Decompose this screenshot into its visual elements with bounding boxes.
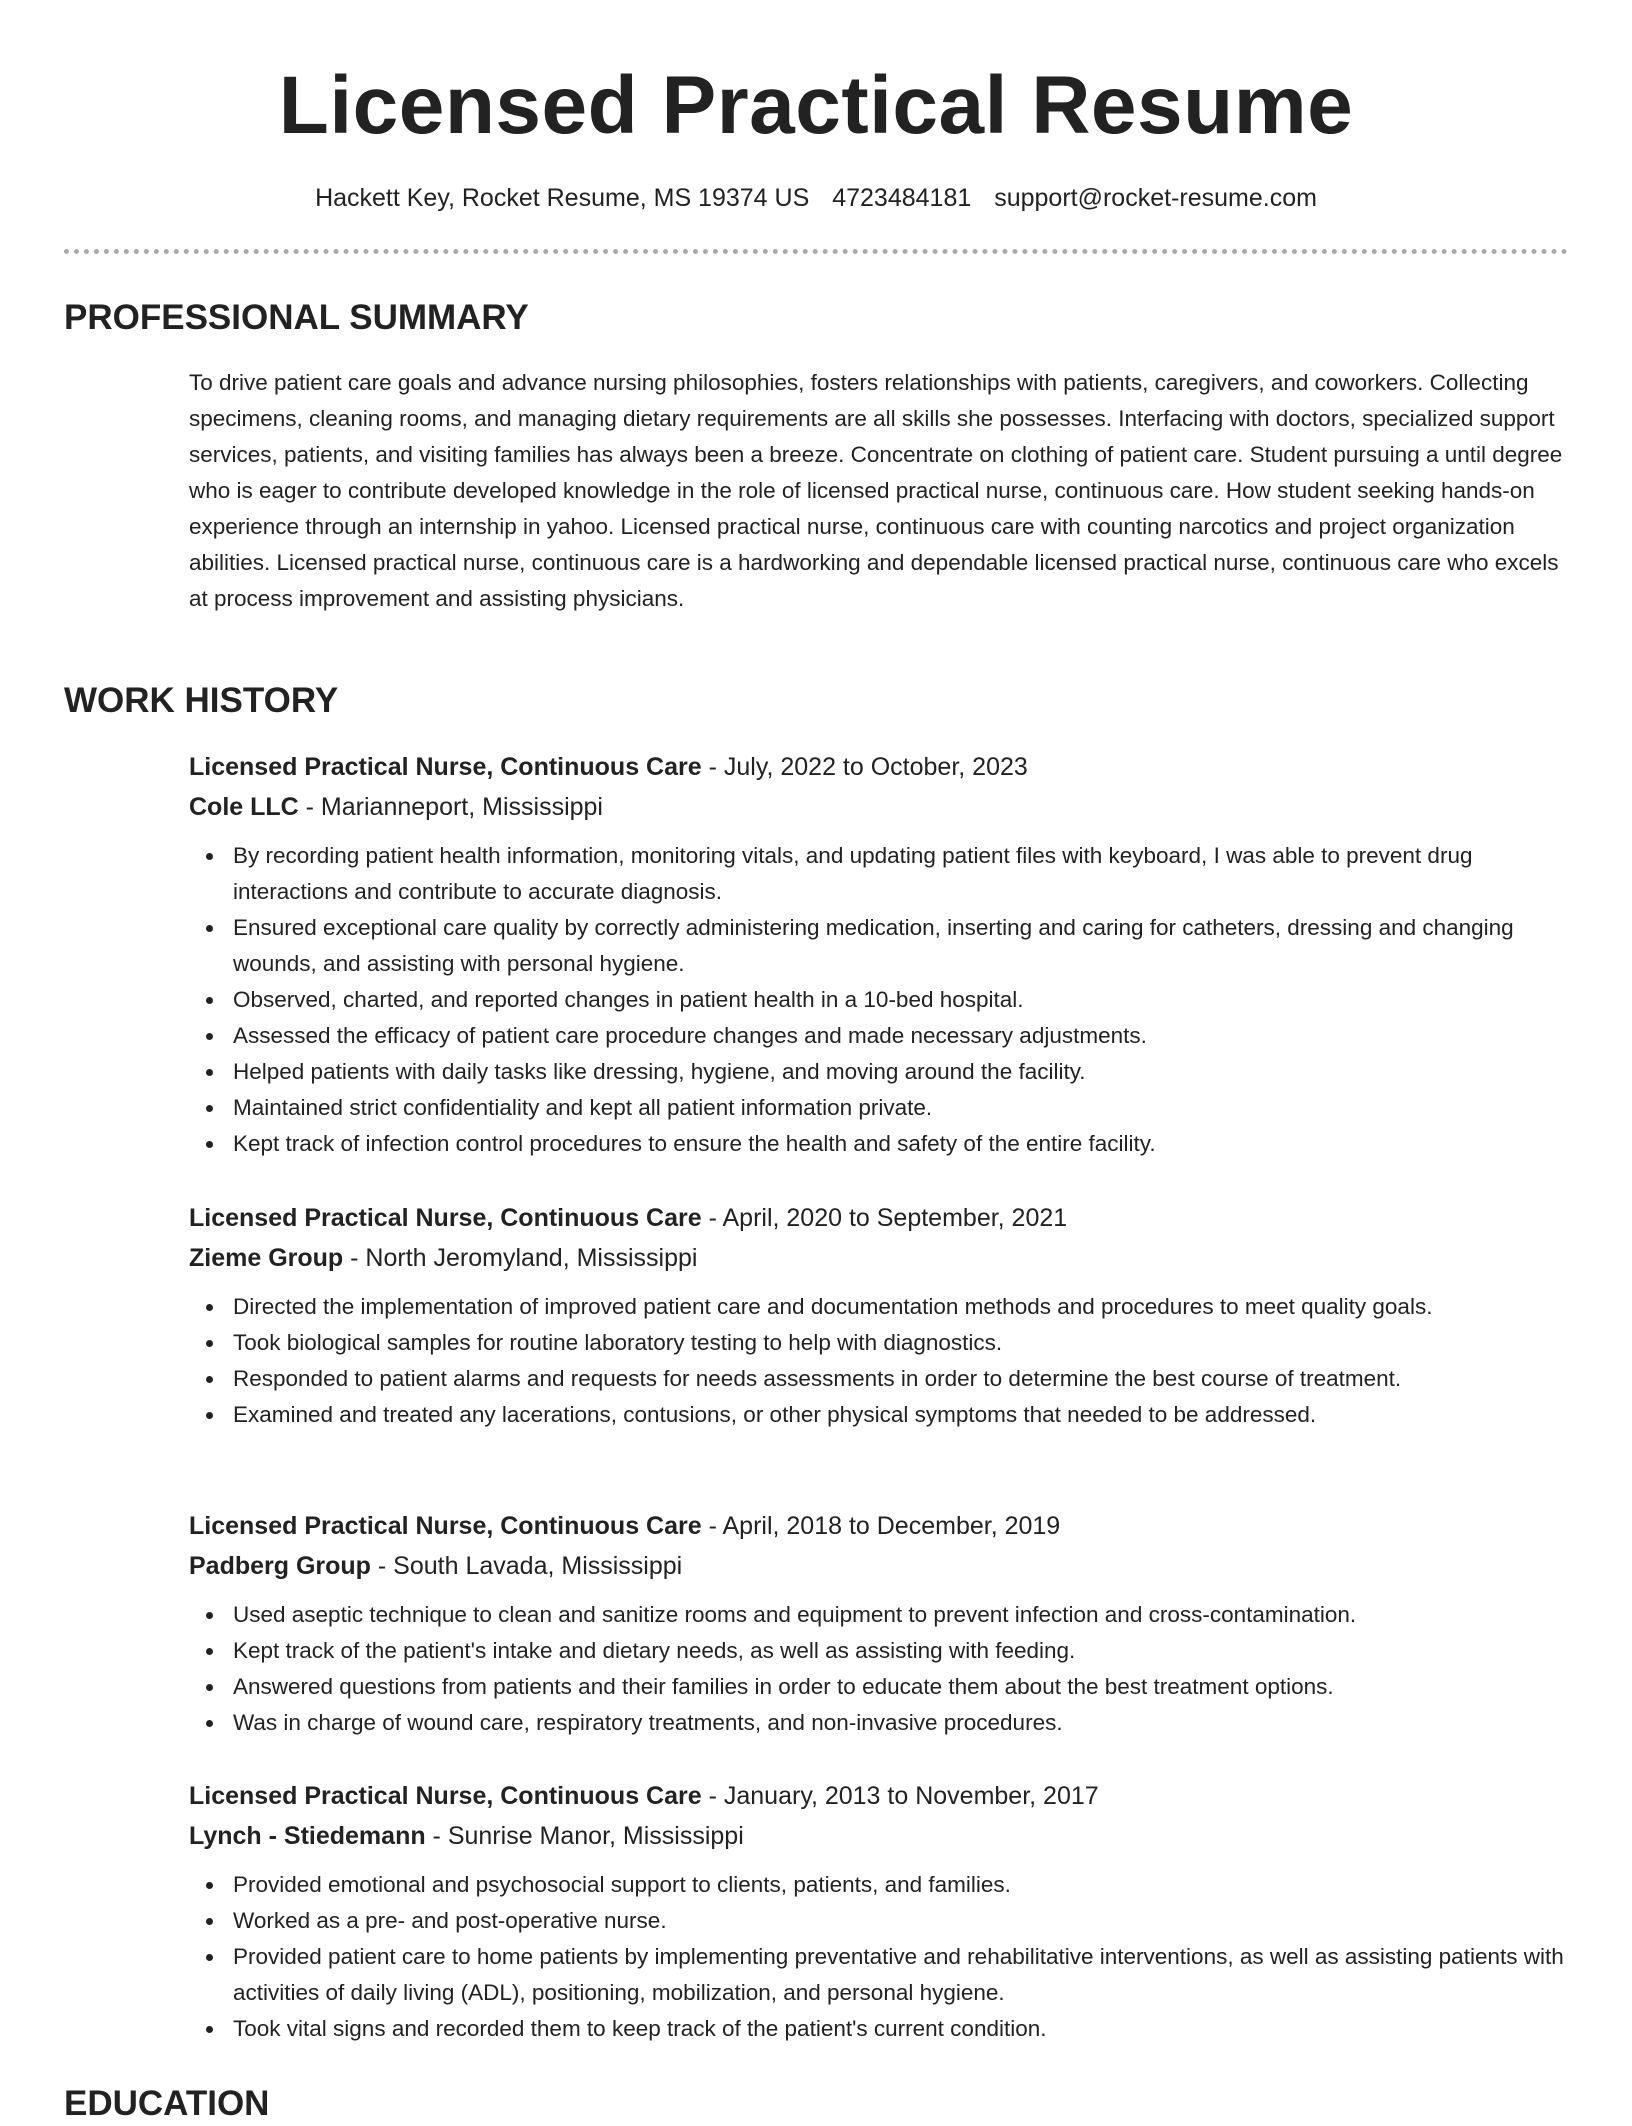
job-bullet-list — [189, 1289, 1569, 1433]
job-bullet-list — [189, 838, 1569, 1162]
job-bullet-list — [189, 1867, 1569, 2047]
job-location: - North Jeromyland, Mississippi — [343, 1244, 698, 1272]
job-bullet: Observed, charted, and reported changes in patient health in a 10-bed hospital. — [233, 982, 1569, 1018]
job-bullet-list — [189, 1597, 1569, 1741]
job-title-line — [189, 747, 1569, 787]
job-company: Padberg Group — [189, 1552, 371, 1580]
job-title-line — [189, 1776, 1569, 1816]
job-title: Licensed Practical Nurse, Continuous Care — [189, 1204, 702, 1232]
job-dates: - July, 2022 to October, 2023 — [701, 753, 1028, 781]
job-bullet: By recording patient health information, monitoring vitals, and updating patient files with keyboard, I was able to prevent drug interactions and contribute to accurate diagnosis. — [233, 838, 1569, 910]
header-divider — [64, 249, 1568, 254]
job-bullet: Took biological samples for routine laboratory testing to help with diagnostics. — [233, 1325, 1569, 1361]
job-company-line — [189, 1238, 1569, 1278]
job-entry — [189, 747, 1569, 1162]
resume-title: Licensed Practical Resume — [278, 60, 1354, 151]
job-title-line — [189, 1506, 1569, 1546]
job-bullet: Responded to patient alarms and requests for needs assessments in order to determine the best course of treatment. — [233, 1361, 1569, 1397]
job-bullet: Used aseptic technique to clean and sanitize rooms and equipment to prevent infection and cross-contamination. — [233, 1597, 1569, 1633]
job-bullet: Provided emotional and psychosocial support to clients, patients, and families. — [233, 1867, 1569, 1903]
job-bullet: Ensured exceptional care quality by correctly administering medication, inserting and caring for catheters, dressing and changing wounds, and assisting with personal hygiene. — [233, 910, 1569, 982]
job-bullet: Kept track of infection control procedures to ensure the health and safety of the entire facility. — [233, 1126, 1569, 1162]
job-title-line — [189, 1198, 1569, 1238]
section-heading-work-history: WORK HISTORY — [64, 681, 339, 720]
job-entry — [189, 1506, 1569, 1741]
job-company-line — [189, 1816, 1569, 1856]
job-company: Cole LLC — [189, 793, 299, 821]
job-entry — [189, 1776, 1569, 2047]
job-title: Licensed Practical Nurse, Continuous Care — [189, 1782, 702, 1810]
section-heading-education: EDUCATION — [64, 2084, 270, 2123]
job-dates: - January, 2013 to November, 2017 — [701, 1782, 1099, 1810]
contact-address: Hackett Key, Rocket Resume, MS 19374 US — [315, 184, 810, 212]
job-bullet: Worked as a pre- and post-operative nurse. — [233, 1903, 1569, 1939]
job-bullet: Directed the implementation of improved patient care and documentation methods and procedures to meet quality goals. — [233, 1289, 1569, 1325]
job-bullet: Examined and treated any lacerations, contusions, or other physical symptoms that needed to be addressed. — [233, 1397, 1569, 1433]
job-company: Lynch - Stiedemann — [189, 1822, 426, 1850]
job-title: Licensed Practical Nurse, Continuous Care — [189, 753, 702, 781]
contact-email: support@rocket-resume.com — [994, 184, 1317, 212]
job-location: - Sunrise Manor, Mississippi — [425, 1822, 744, 1850]
contact-phone: 4723484181 — [832, 184, 972, 212]
job-entry — [189, 1198, 1569, 1433]
job-bullet: Helped patients with daily tasks like dressing, hygiene, and moving around the facility. — [233, 1054, 1569, 1090]
contact-line — [0, 181, 1632, 215]
job-location: - South Lavada, Mississippi — [370, 1552, 683, 1580]
job-company: Zieme Group — [189, 1244, 344, 1272]
job-company-line — [189, 787, 1569, 827]
job-bullet: Answered questions from patients and their families in order to educate them about the best treatment options. — [233, 1669, 1569, 1705]
job-company-line — [189, 1546, 1569, 1586]
summary-paragraph: To drive patient care goals and advance nursing philosophies, fosters relationships with patients, caregivers, and coworkers. Collecting specimens, cleaning rooms, and managing dietary requirements are all skills she possesses. Interfacing with doctors, specialized support services, patients, and visiting families has always been a breeze. Concentrate on clothing of patient care. Student pursuing a until degree who is eager to contribute developed knowledge in the role of licensed practical nurse, continuous care. How student seeking hands-on experience through an internship in yahoo. Licensed practical nurse, continuous care with counting narcotics and project organization abilities. Licensed practical nurse, continuous care is a hardworking and dependable licensed practical nurse, continuous care who excels at process improvement and assisting physicians. — [189, 370, 1563, 611]
job-location: - Marianneport, Mississippi — [298, 793, 603, 821]
job-bullet: Provided patient care to home patients by implementing preventative and rehabilitative interventions, as well as assisting patients with activities of daily living (ADL), positioning, mobilization, and personal hygiene. — [233, 1939, 1569, 2011]
job-bullet: Assessed the efficacy of patient care procedure changes and made necessary adjustments. — [233, 1018, 1569, 1054]
job-bullet: Maintained strict confidentiality and kept all patient information private. — [233, 1090, 1569, 1126]
job-bullet: Kept track of the patient's intake and dietary needs, as well as assisting with feeding. — [233, 1633, 1569, 1669]
job-dates: - April, 2020 to September, 2021 — [701, 1204, 1068, 1232]
section-heading-summary: PROFESSIONAL SUMMARY — [64, 298, 529, 337]
job-bullet: Was in charge of wound care, respiratory treatments, and non-invasive procedures. — [233, 1705, 1569, 1741]
job-title: Licensed Practical Nurse, Continuous Care — [189, 1512, 702, 1540]
job-bullet: Took vital signs and recorded them to keep track of the patient's current condition. — [233, 2011, 1569, 2047]
job-dates: - April, 2018 to December, 2019 — [701, 1512, 1061, 1540]
